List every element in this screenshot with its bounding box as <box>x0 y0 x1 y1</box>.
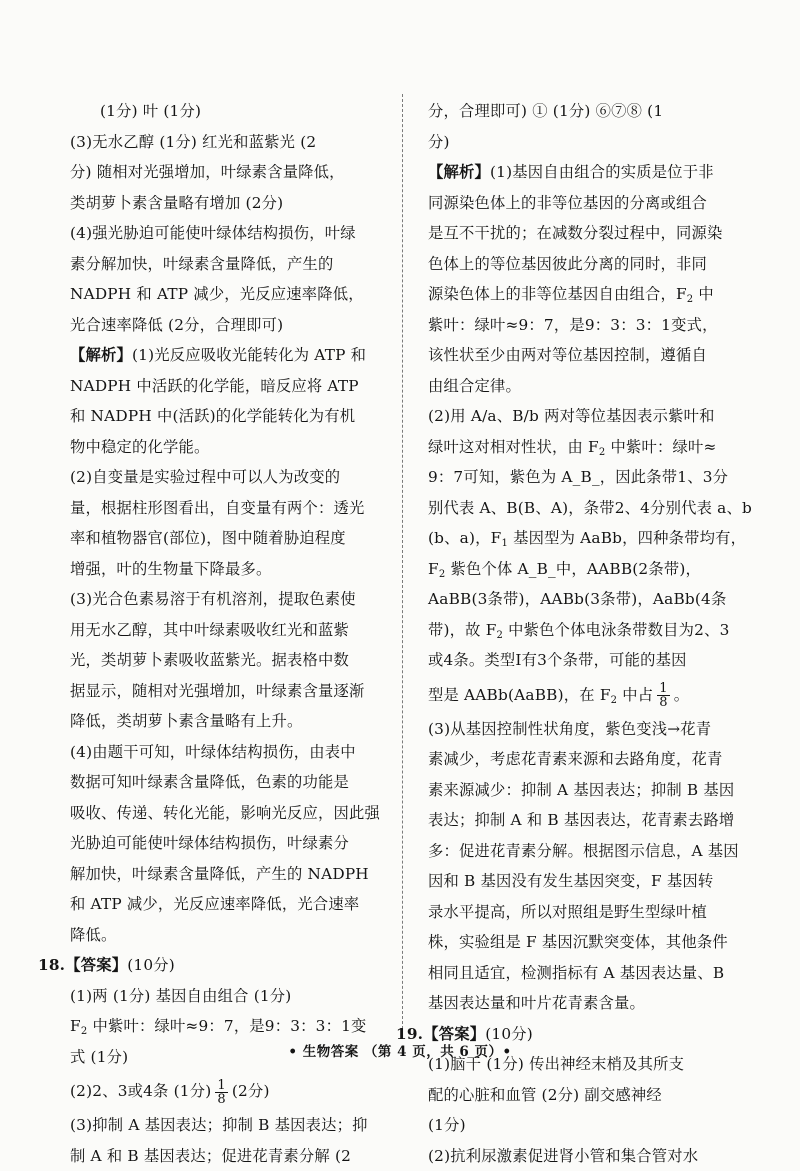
text-line: 降低，类胡萝卜素含量略有上升。 <box>70 706 390 737</box>
text-span: 型是 AABb(AaBB)，在 F <box>428 686 611 704</box>
text-line <box>428 554 750 585</box>
text-line: 素来源减少：抑制 A 基因表达；抑制 B 基因 <box>428 775 750 806</box>
question-18-header <box>70 950 390 981</box>
text-span: (b、a)，F <box>428 529 501 547</box>
subscript: 2 <box>497 630 504 641</box>
text-line: 和 ATP 减少，光反应速率降低，光合速率 <box>70 889 390 920</box>
text-line: (1分) 叶 (1分) <box>70 96 390 127</box>
right-column <box>428 96 750 1171</box>
text-line: 解加快，叶绿素含量降低，产生的 NADPH <box>70 859 390 890</box>
text-line: (3)无水乙醇 (1分) 红光和蓝紫光 (2 <box>70 127 390 158</box>
text-line: NADPH 和 ATP 减少，光反应速率降低， <box>70 279 390 310</box>
denominator: 8 <box>657 696 669 709</box>
text-line <box>428 676 750 714</box>
text-line: 用无水乙醇，其中叶绿素吸收红光和蓝紫 <box>70 615 390 646</box>
text-line: 式 (1分) <box>70 1042 390 1073</box>
analysis-line <box>428 157 750 188</box>
text-line <box>70 1072 390 1110</box>
text-line: 光胁迫可能使叶绿体结构损伤，叶绿素分 <box>70 828 390 859</box>
subscript: 2 <box>81 1026 88 1037</box>
text-span: 。 <box>674 686 690 704</box>
text-line: 表达；抑制 A 和 B 基因表达，花青素去路增 <box>428 805 750 836</box>
text-line: 配的心脏和血管 (2分) 副交感神经 <box>428 1080 750 1111</box>
text-line: 制 A 和 B 基因表达；促进花青素分解 (2 <box>70 1141 390 1171</box>
text-line: 由组合定律。 <box>428 371 750 402</box>
text-line <box>428 279 750 310</box>
text-line: (4)由题干可知，叶绿体结构损伤，由表中 <box>70 737 390 768</box>
text-line: 光，类胡萝卜素吸收蓝紫光。据表格中数 <box>70 645 390 676</box>
text-span: (2)2、3或4条 (1分) <box>70 1082 211 1100</box>
page-footer: • 生物答案 （第 4 页，共 6 页）• <box>0 1040 800 1060</box>
text-span: 源染色体上的非等位基因自由组合，F <box>428 285 687 303</box>
text-line: 物中稳定的化学能。 <box>70 432 390 463</box>
text-span: 紫色个体 A_B_中，AABB(2条带)， <box>445 560 701 578</box>
text-line <box>428 432 750 463</box>
text-line: 或4条。类型Ⅰ有3个条带，可能的基因 <box>428 645 750 676</box>
text-line: 素减少，考虑花青素来源和去路角度，花青 <box>428 744 750 775</box>
text-line: 数据可知叶绿素含量降低，色素的功能是 <box>70 767 390 798</box>
text-line: 因和 B 基因没有发生基因突变，F 基因转 <box>428 866 750 897</box>
subscript: 2 <box>439 569 446 580</box>
fraction <box>657 682 669 709</box>
text-line: (1)两 (1分) 基因自由组合 (1分) <box>70 981 390 1012</box>
text-line: 分，合理即可) ① (1分) ⑥⑦⑧ (1 <box>428 96 750 127</box>
text-line: 紫叶：绿叶≈9：7，是9：3：3：1变式， <box>428 310 750 341</box>
subscript: 2 <box>687 294 694 305</box>
text-line: 该性状至少由两对等位基因控制，遵循自 <box>428 340 750 371</box>
subscript: 2 <box>599 447 606 458</box>
subscript: 1 <box>501 538 508 549</box>
text-span: (2分) <box>232 1082 270 1100</box>
text-line: 相同且适宜，检测指标有 A 基因表达量、B <box>428 958 750 989</box>
text-span: 中 <box>693 285 714 303</box>
text-line: 多：促进花青素分解。根据图示信息，A 基因 <box>428 836 750 867</box>
text-line: 类胡萝卜素含量略有增加 (2分) <box>70 188 390 219</box>
text-line: 基因表达量和叶片花青素含量。 <box>428 988 750 1019</box>
text-line: 是互不干扰的；在减数分裂过程中，同源染 <box>428 218 750 249</box>
analysis-line <box>70 340 390 371</box>
text-line <box>70 1011 390 1042</box>
question-number: 18. <box>38 956 65 974</box>
text-line: 率和植物器官(部位)，图中随着胁迫程度 <box>70 523 390 554</box>
text-span: 绿叶这对相对性状，由 F <box>428 438 599 456</box>
text-line: (2)抗利尿激素促进肾小管和集合管对水 <box>428 1141 750 1171</box>
text-line: 素分解加快，叶绿素含量降低，产生的 <box>70 249 390 280</box>
text-line: (3)抑制 A 基因表达；抑制 B 基因表达；抑 <box>70 1110 390 1141</box>
text-line: AaBB(3条带)，AABb(3条带)，AaBb(4条 <box>428 584 750 615</box>
subscript: 2 <box>611 695 618 706</box>
text-span: F <box>428 560 439 578</box>
text-span: 中紫叶：绿叶≈9：7，是9：3：3：1变 <box>87 1017 366 1035</box>
text-span: 中紫色个体电泳条带数目为2、3 <box>503 621 729 639</box>
score-text: (10分) <box>485 1025 533 1043</box>
text-line: 增强，叶的生物量下降最多。 <box>70 554 390 585</box>
text-line: 降低。 <box>70 920 390 951</box>
column-divider <box>402 94 403 1034</box>
fraction <box>215 1079 227 1106</box>
text-line: 据显示，随相对光强增加，叶绿素含量逐渐 <box>70 676 390 707</box>
text-line: 光合速率降低 (2分，合理即可) <box>70 310 390 341</box>
answer-tag: 【答案】 <box>65 956 127 974</box>
text-span: F <box>70 1017 81 1035</box>
text-line: 9：7可知，紫色为 A_B_，因此条带1、3分 <box>428 462 750 493</box>
text-line: (2)自变量是实验过程中可以人为改变的 <box>70 462 390 493</box>
analysis-tag: 【解析】 <box>428 163 490 181</box>
score-text: (10分) <box>127 956 175 974</box>
numerator: 1 <box>657 682 669 696</box>
text-line: 同源染色体上的非等位基因的分离或组合 <box>428 188 750 219</box>
text-span: 中占 <box>617 686 653 704</box>
text-span: (1)光反应吸收光能转化为 ATP 和 <box>132 346 366 364</box>
text-line: 和 NADPH 中(活跃)的化学能转化为有机 <box>70 401 390 432</box>
text-line: (3)光合色素易溶于有机溶剂，提取色素使 <box>70 584 390 615</box>
text-span: 中紫叶：绿叶≈ <box>605 438 716 456</box>
numerator: 1 <box>215 1079 227 1093</box>
text-line: (3)从基因控制性状角度，紫色变浅→花青 <box>428 714 750 745</box>
text-line <box>428 615 750 646</box>
text-span: (1)基因自由组合的实质是位于非 <box>490 163 714 181</box>
left-column <box>70 96 390 1171</box>
text-span: 带)，故 F <box>428 621 497 639</box>
text-line: 量，根据柱形图看出，自变量有两个：透光 <box>70 493 390 524</box>
text-line: 别代表 A、B(B、A)，条带2、4分别代表 a、b <box>428 493 750 524</box>
text-line: 录水平提高，所以对照组是野生型绿叶植 <box>428 897 750 928</box>
denominator: 8 <box>215 1093 227 1106</box>
analysis-tag: 【解析】 <box>70 346 132 364</box>
question-number: 19. <box>396 1025 423 1043</box>
text-line: NADPH 中活跃的化学能，暗反应将 ATP <box>70 371 390 402</box>
text-line: 分) <box>428 127 750 158</box>
text-line: (4)强光胁迫可能使叶绿体结构损伤，叶绿 <box>70 218 390 249</box>
answer-tag: 【答案】 <box>423 1025 485 1043</box>
text-line: 分) 随相对光强增加，叶绿素含量降低， <box>70 157 390 188</box>
text-line <box>428 523 750 554</box>
text-line: 吸收、传递、转化光能，影响光反应，因此强 <box>70 798 390 829</box>
text-line: (1分) <box>428 1110 750 1141</box>
text-line: 株，实验组是 F 基因沉默突变体，其他条件 <box>428 927 750 958</box>
text-span: 基因型为 AaBb，四种条带均有， <box>508 529 746 547</box>
text-line: (2)用 A/a、B/b 两对等位基因表示紫叶和 <box>428 401 750 432</box>
text-line: 色体上的等位基因彼此分离的同时，非同 <box>428 249 750 280</box>
text-line: (1)脑干 (1分) 传出神经末梢及其所支 <box>428 1049 750 1080</box>
